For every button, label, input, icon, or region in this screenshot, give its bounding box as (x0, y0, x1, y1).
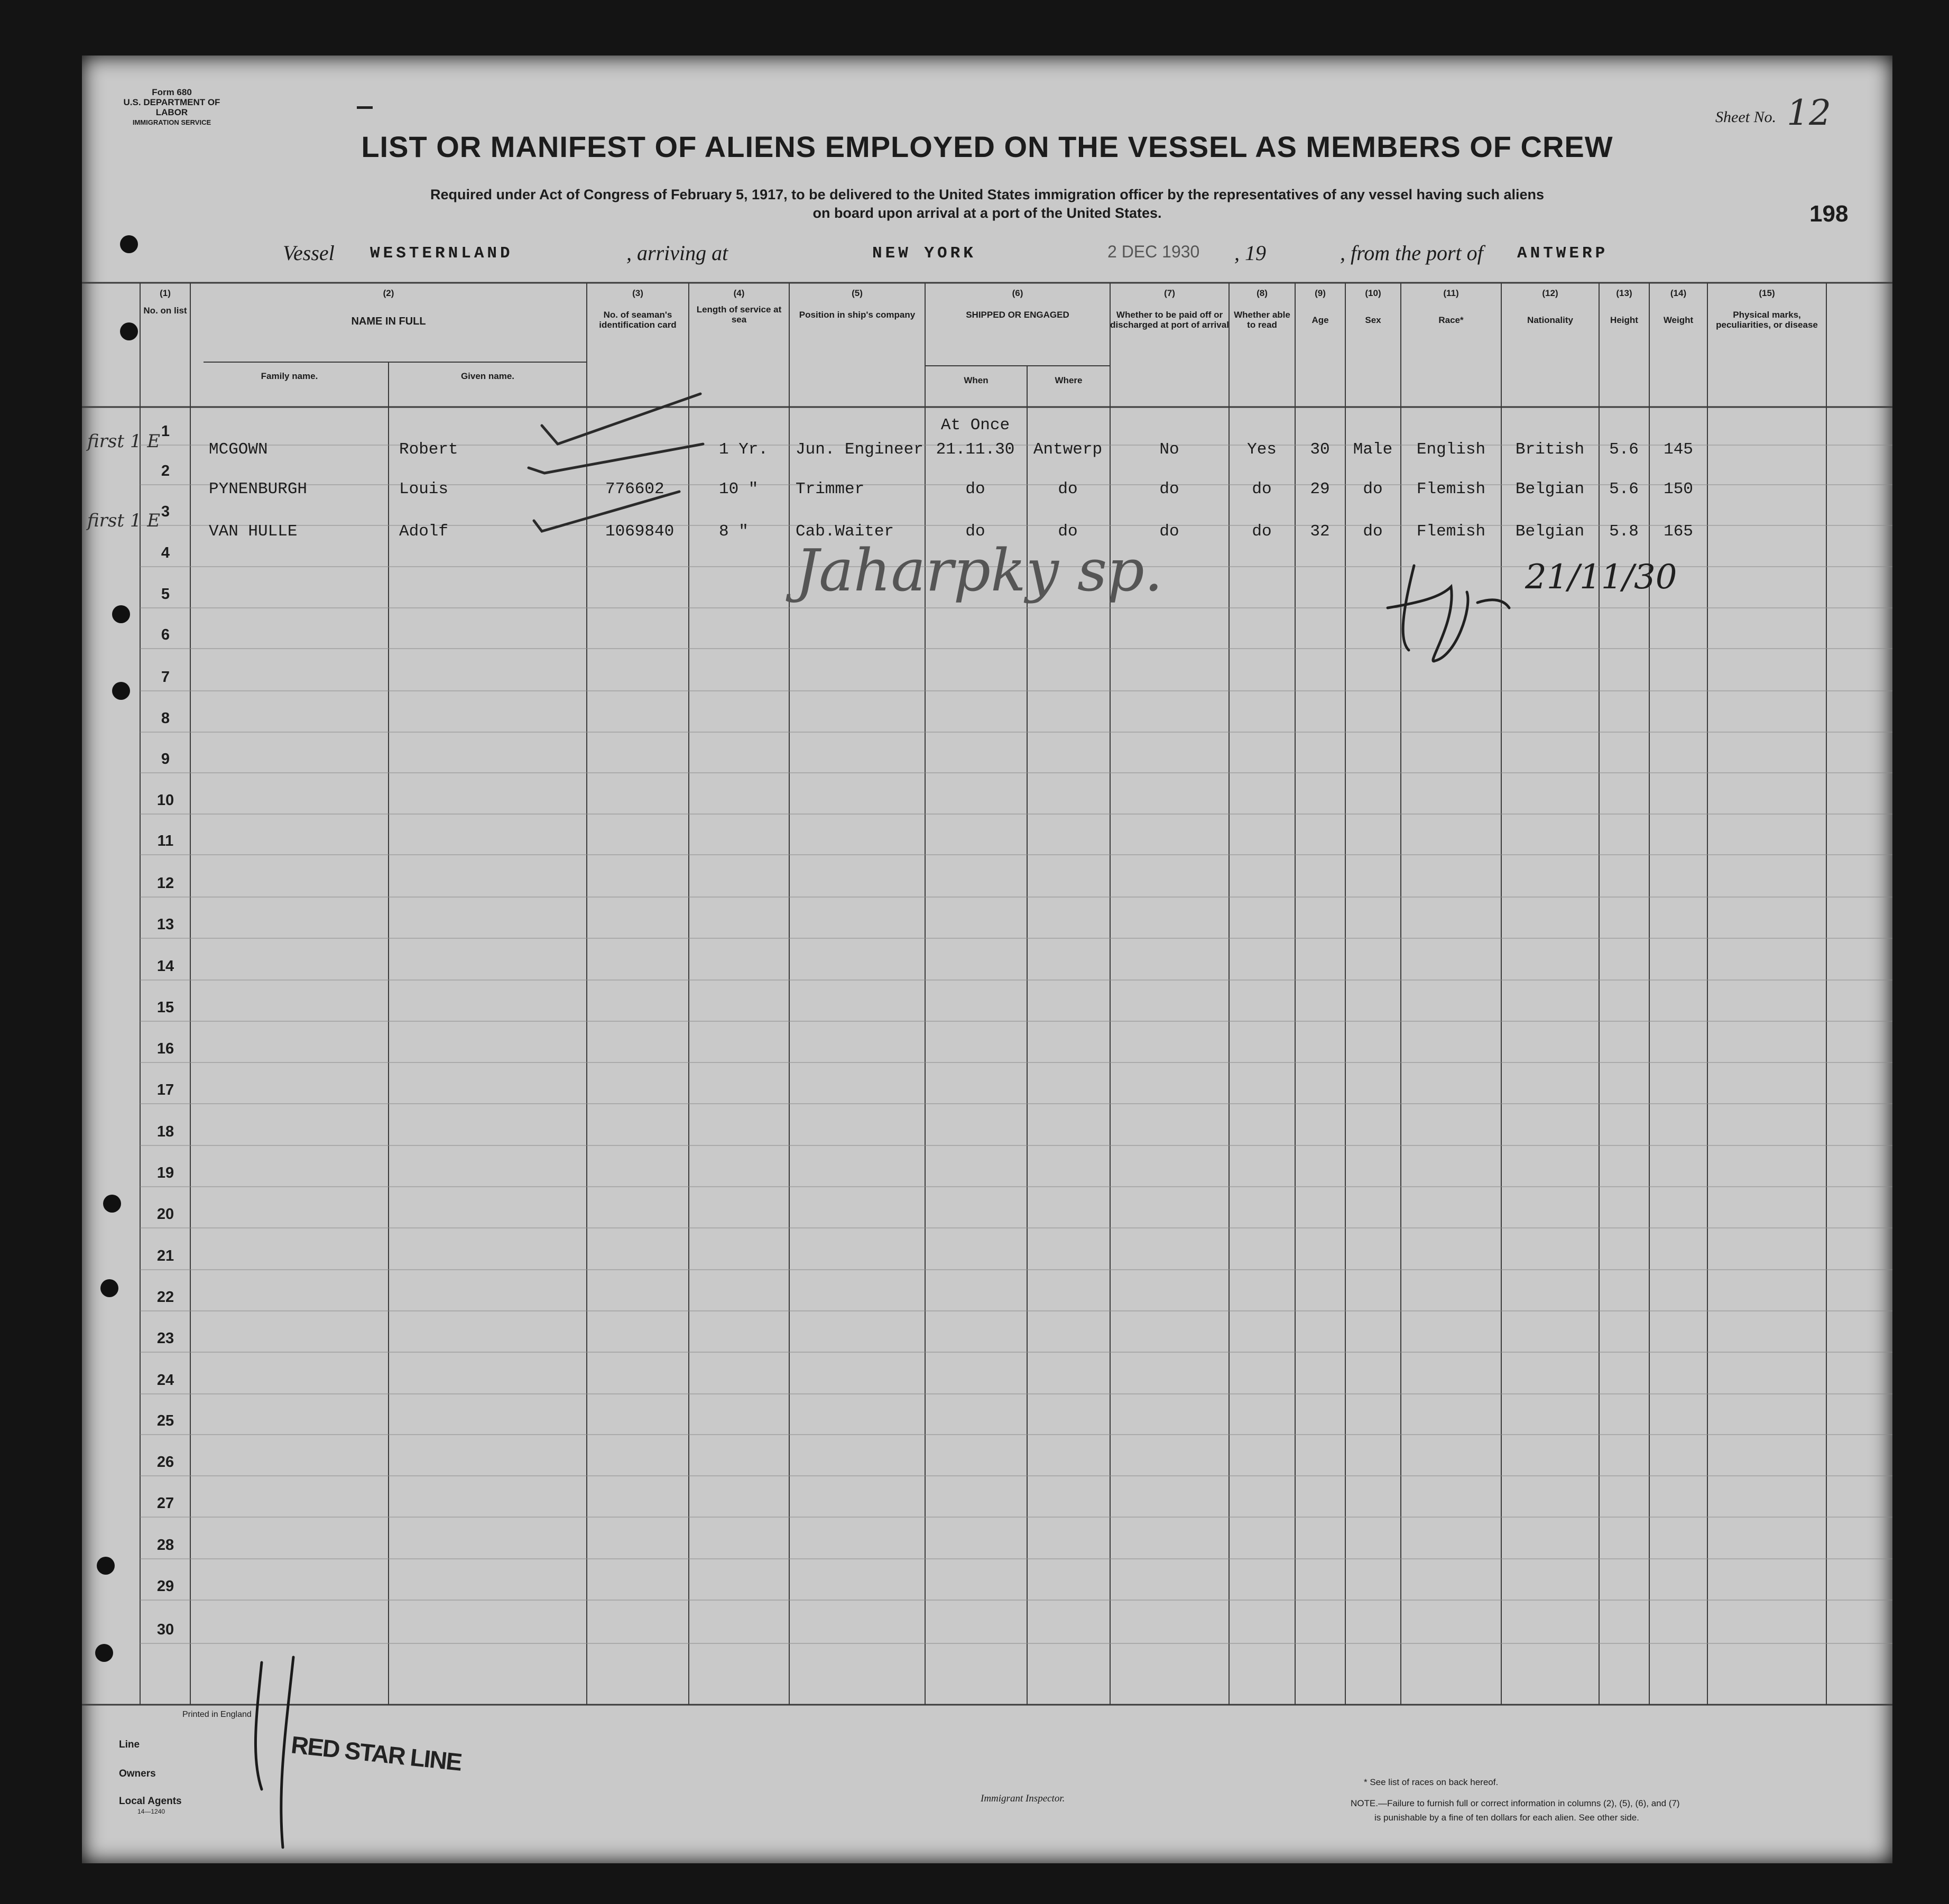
cell-weight: 145 (1664, 440, 1693, 459)
page-title: LIST OR MANIFEST OF ALIENS EMPLOYED ON THE VESSEL AS MEMBERS OF CREW (361, 130, 1613, 163)
row-number: 7 (161, 669, 170, 686)
sheet-number: 12 (1787, 93, 1831, 133)
local-agents-label: Local Agents (119, 1796, 182, 1807)
cell-height: 5.8 (1609, 522, 1639, 541)
cell-position: Cab.Waiter (796, 522, 894, 541)
cell-age: 32 (1310, 522, 1330, 541)
cell-card: 1069840 (605, 522, 675, 541)
vessel-name: WESTERNLAND (370, 244, 513, 263)
row-number: 3 (161, 503, 170, 520)
cell-read: do (1252, 480, 1272, 498)
row-number: 27 (156, 1495, 174, 1512)
row-number: 10 (156, 792, 174, 809)
cell-service: 8 " (719, 522, 749, 541)
cell-where: Antwerp (1033, 440, 1103, 459)
row-number: 24 (156, 1372, 174, 1389)
row-number: 16 (156, 1040, 174, 1057)
row-number: 5 (161, 586, 170, 603)
departure-port: ANTWERP (1517, 244, 1609, 263)
col-card-header: (3) No. of seaman's identification card (599, 288, 677, 330)
red-star-line-stamp: RED STAR LINE (290, 1731, 463, 1776)
vessel-label: Vessel (283, 241, 335, 265)
date-stamp: 2 DEC 1930 (1107, 242, 1200, 261)
cell-service: 1 Yr. (719, 440, 769, 459)
col-paid-off-header: (7) Whether to be paid off or discharged at port of arrival (1110, 288, 1229, 330)
cell-position: Trimmer (796, 480, 865, 498)
note-line-1: NOTE.—Failure to furnish full or correct information in columns (2), (5), (6), and (7) (1351, 1798, 1680, 1808)
cell-sex: do (1363, 522, 1383, 541)
cell-sex: Male (1353, 440, 1393, 459)
year-label: , 19 (1234, 241, 1266, 265)
col-marks-header: (15) Physical marks, peculiarities, or disease (1716, 288, 1818, 330)
cell-nationality: British (1515, 440, 1585, 459)
col-given-name-header: Given name. (460, 371, 515, 381)
row-number: 22 (156, 1289, 174, 1306)
col-shipped-header: (6) SHIPPED OR ENGAGED (966, 288, 1069, 320)
punch-hole (120, 235, 138, 253)
row-number: 17 (156, 1082, 174, 1098)
col-name-header: (2) NAME IN FULL (351, 288, 426, 327)
row-number: 21 (156, 1247, 174, 1264)
row-number: 11 (157, 833, 174, 849)
arrival-port: NEW YORK (872, 244, 976, 263)
sheet-label: Sheet No. (1715, 108, 1776, 126)
row-number: 1 (161, 423, 170, 440)
cell-race: Flemish (1416, 522, 1486, 541)
row-number: 2 (161, 463, 170, 479)
races-note: * See list of races on back hereof. (1364, 1777, 1499, 1787)
local-agents-code: 14—1240 (137, 1808, 165, 1815)
row-number: 25 (156, 1412, 174, 1429)
cell-height: 5.6 (1609, 480, 1639, 498)
row-number: 12 (156, 875, 174, 892)
cell-paid-off: do (1159, 480, 1179, 498)
cell-given: Robert (399, 440, 458, 459)
row-number: 6 (161, 626, 170, 643)
owners-label: Owners (119, 1768, 156, 1779)
manifest-sheet: Form 680 U.S. DEPARTMENT OF LABOR IMMIGRATION SERVICE Sheet No. 12 LIST OR MANIFEST OF ALIENS EMPLOYED ON THE VESSEL AS MEMBERS OF CREW Required under Act of Congress of February 5, 1917, to be delivered to the United States immigration officer by the representatives of any vessel having such aliens on board upon arrival at a port of the United States. 198 Vessel WESTERNLAND , arriving at NEW YORK 2 DEC 1930 , 19 , from the port of ANTWERP (1) No. on list (2) NAME IN FULL Family name. Given name. (3) No. of seaman's identification card (4) Length of service at sea (5) Position in ship's company (6) SHIPPED OR ENGAGED When Where (7) Whether to be paid off or discharged at port of arrival (8) Whether able to read (9) Age (10) Sex (11) Race* (12) Nationality (13) Height (14) Weight (15) Physical marks, peculiarities, or disease 1 2 3 4 5 6 7 8 9 10 11 12 13 14 15 16 17 18 19 20 21 22 23 24 25 26 27 28 29 30 At Once MCGOWN Robert 1 Yr. Jun. Engineer 21.11.30 Antwerp No Yes 30 Male English British 5.6 145 PYNENBURGH Louis 776602 10 " Trimmer do do do do 29 do Flemish Belgian 5.6 150 VAN HULLE Adolf 1069840 8 " Cab.Waiter do do do do 32 do Flemish Belgian 5.8 165 first 1 E first 1 E Jaharpky sp. 21/11/30 Printed in England Line Owners Local Agents 14—1240 RED STAR LINE Immigrant Inspector. * See list of races on back hereof. NOTE.—Failure to furnish full or correct information in columns (2), (5), (6), and (7) is punishable by a fine of ten dollars for each alien. See other side. (82, 56, 1892, 1863)
punch-hole (100, 1279, 118, 1297)
cell-given: Adolf (399, 522, 449, 541)
row-number: 19 (156, 1164, 174, 1181)
col-nationality-header: (12) Nationality (1527, 288, 1573, 325)
inspector-signature: Jaharpky sp. (796, 537, 1163, 604)
col-service-header: (4) Length of service at sea (696, 288, 782, 325)
punch-hole (112, 605, 130, 623)
row-number: 18 (156, 1123, 174, 1140)
margin-note-1: first 1 E (87, 431, 161, 452)
col-where-header: Where (1055, 375, 1083, 385)
cell-weight: 150 (1664, 480, 1693, 498)
punch-hole (95, 1644, 113, 1662)
row-number: 8 (161, 710, 170, 727)
cell-nationality: Belgian (1515, 480, 1585, 498)
page-number: 198 (1809, 201, 1849, 227)
punch-hole (112, 682, 130, 700)
cell-height: 5.6 (1609, 440, 1639, 459)
col-no-header: (1) No. on list (143, 288, 187, 316)
row-number: 28 (156, 1537, 174, 1554)
row-number: 26 (156, 1454, 174, 1471)
col-position-header: (5) Position in ship's company (799, 288, 916, 320)
cell-card: 776602 (605, 480, 664, 498)
cell-race: Flemish (1416, 480, 1486, 498)
row-number: 14 (156, 958, 174, 975)
form-number: Form 680 (152, 87, 192, 97)
cell-paid-off: do (1159, 522, 1179, 541)
col-family-name-header: Family name. (261, 371, 318, 381)
row-number: 15 (156, 999, 174, 1016)
cell-family: VAN HULLE (209, 522, 298, 541)
col-when-header: When (964, 375, 989, 385)
cell-when: 21.11.30 (936, 440, 1015, 459)
cell-paid-off: No (1159, 440, 1179, 459)
col-race-header: (11) Race* (1438, 288, 1464, 325)
cell-position: Jun. Engineer (796, 440, 923, 459)
signature-date: 21/11/30 (1525, 558, 1677, 597)
department: U.S. DEPARTMENT OF LABOR (123, 97, 220, 117)
row-number: 30 (156, 1621, 174, 1638)
punch-hole (120, 322, 138, 340)
cell-when: do (965, 522, 985, 541)
row-number: 23 (156, 1330, 174, 1347)
subtitle-line-1: Required under Act of Congress of February 5, 1917, to be delivered to the United States immigration officer by the representatives of any vessel having such aliens (430, 187, 1545, 202)
cell-nationality: Belgian (1515, 522, 1585, 541)
cell-family: PYNENBURGH (209, 480, 308, 498)
line-label: Line (119, 1739, 140, 1750)
col-age-header: (9) Age (1311, 288, 1329, 325)
row-number: 4 (161, 544, 170, 561)
immigrant-inspector-label: Immigrant Inspector. (981, 1793, 1065, 1804)
row-number: 20 (156, 1206, 174, 1223)
cell-read: do (1252, 522, 1272, 541)
service: IMMIGRATION SERVICE (132, 118, 211, 126)
cell-when: do (965, 480, 985, 498)
subtitle-line-2: on board upon arrival at a port of the United States. (812, 205, 1162, 221)
cell-where: do (1058, 480, 1078, 498)
cell-race: English (1416, 440, 1486, 459)
margin-note-2: first 1 E (87, 510, 161, 531)
printed-in: Printed in England (182, 1710, 252, 1719)
note-line-2: is punishable by a fine of ten dollars for each alien. See other side. (1374, 1813, 1639, 1823)
cell-given: Louis (399, 480, 449, 498)
cell-age: 29 (1310, 480, 1330, 498)
punch-hole (103, 1195, 121, 1213)
cell-age: 30 (1310, 440, 1330, 459)
col-read-header: (8) Whether able to read (1234, 288, 1290, 330)
arriving-label: , arriving at (626, 241, 728, 265)
from-port-label: , from the port of (1340, 241, 1483, 265)
cell-family: MCGOWN (209, 440, 268, 459)
col-height-header: (13) Height (1610, 288, 1638, 325)
row-number: 29 (156, 1578, 174, 1595)
cell-sex: do (1363, 480, 1383, 498)
col-sex-header: (10) Sex (1365, 288, 1381, 325)
cell-read: Yes (1247, 440, 1277, 459)
row-number: 9 (161, 751, 170, 768)
cell-where: do (1058, 522, 1078, 541)
col-weight-header: (14) Weight (1663, 288, 1694, 325)
row-number: 13 (156, 916, 174, 933)
cell-weight: 165 (1664, 522, 1693, 541)
cell-service: 10 " (719, 480, 759, 498)
punch-hole (97, 1557, 115, 1575)
